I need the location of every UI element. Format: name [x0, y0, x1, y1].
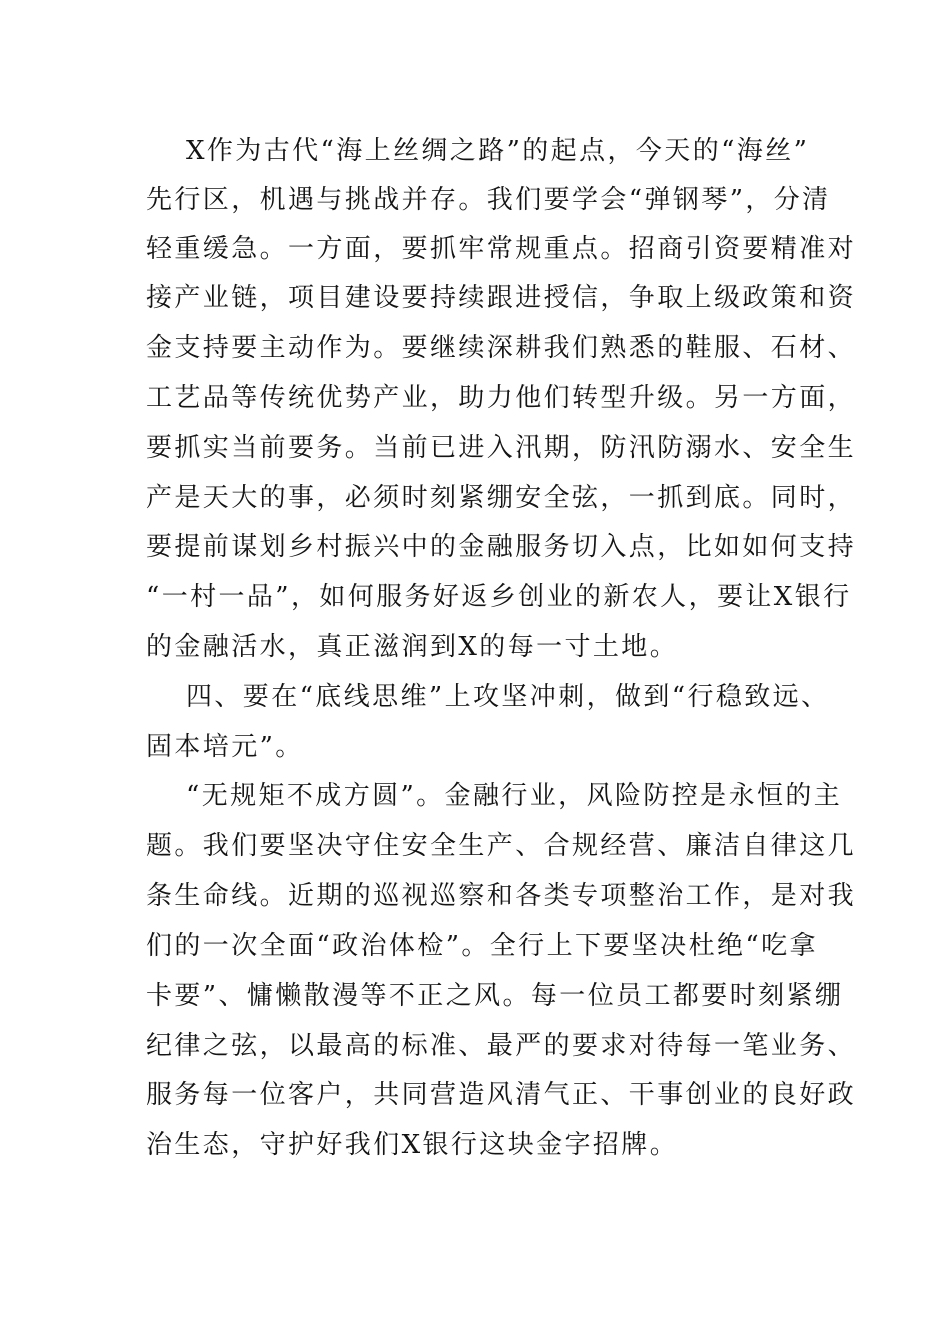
- paragraph-1-line-11: 的金融活水，真正滋润到X的每一寸土地。: [146, 632, 679, 662]
- section-heading-line-2: 固本培元”。: [146, 732, 304, 762]
- paragraph-3-line-6: 纪律之弦，以最高的标准、最严的要求对待每一笔业务、: [146, 1031, 857, 1061]
- paragraph-1-line-6: 工艺品等传统优势产业，助力他们转型升级。另一方面，: [146, 383, 857, 413]
- paragraph-1-line-1: X作为古代“海上丝绸之路”的起点，今天的“海丝”: [186, 136, 810, 166]
- paragraph-3-line-8: 治生态，守护好我们X银行这块金字招牌。: [146, 1130, 679, 1160]
- paragraph-3-line-1: “无规矩不成方圆”。金融行业，风险防控是永恒的主: [186, 781, 843, 811]
- paragraph-1-line-8: 产是天大的事，必须时刻紧绷安全弦，一抓到底。同时，: [146, 483, 857, 513]
- paragraph-1-line-10: “一村一品”，如何服务好返乡创业的新农人，要让X银行: [146, 582, 852, 612]
- paragraph-1-line-4: 接产业链，项目建设要持续跟进授信，争取上级政策和资: [146, 283, 857, 313]
- paragraph-3-line-4: 们的一次全面“政治体检”。全行上下要坚决杜绝“吃拿: [146, 931, 818, 961]
- paragraph-3-line-2: 题。我们要坚决守住安全生产、合规经营、廉洁自律这几: [146, 831, 857, 861]
- paragraph-3-line-5: 卡要”、慵懒散漫等不正之风。每一位员工都要时刻紧绷: [146, 981, 844, 1011]
- paragraph-1-line-2: 先行区，机遇与挑战并存。我们要学会“弹钢琴”，分清: [146, 185, 831, 215]
- paragraph-1-line-9: 要提前谋划乡村振兴中的金融服务切入点，比如如何支持: [146, 532, 857, 562]
- section-heading-line-1: 四、要在“底线思维”上攻坚冲刺，做到“行稳致远、: [186, 682, 830, 712]
- paragraph-1-line-3: 轻重缓急。一方面，要抓牢常规重点。招商引资要精准对: [146, 234, 857, 264]
- paragraph-3-line-3: 条生命线。近期的巡视巡察和各类专项整治工作，是对我: [146, 881, 857, 911]
- paragraph-1-line-7: 要抓实当前要务。当前已进入汛期，防汛防溺水、安全生: [146, 433, 857, 463]
- paragraph-3-line-7: 服务每一位客户，共同营造风清气正、干事创业的良好政: [146, 1080, 857, 1110]
- paragraph-1-line-5: 金支持要主动作为。要继续深耕我们熟悉的鞋服、石材、: [146, 333, 857, 363]
